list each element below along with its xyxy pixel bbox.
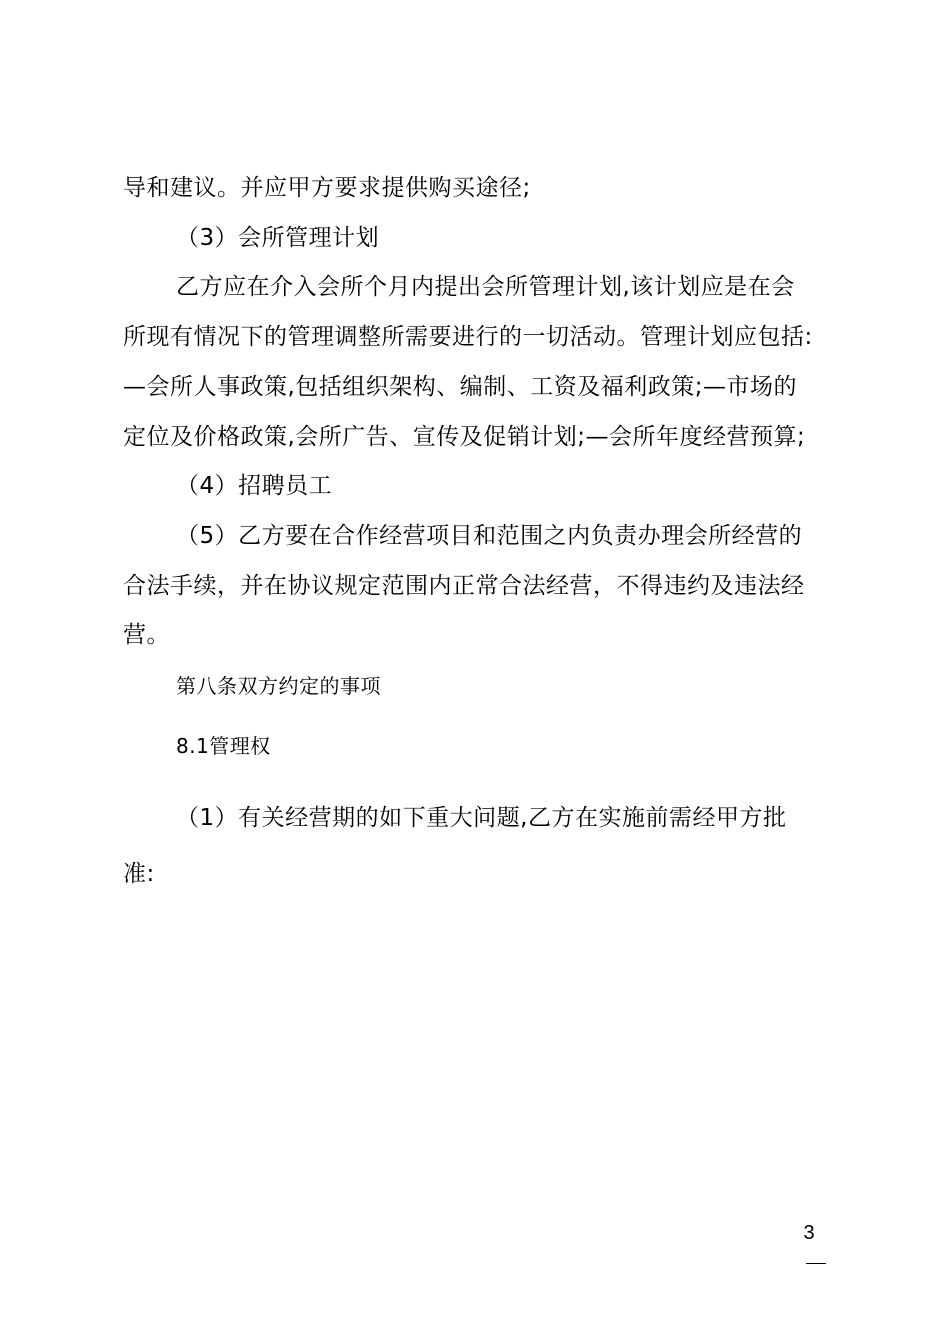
article-heading: 第八条双方约定的事项 bbox=[176, 674, 381, 698]
text-line: （5）乙方要在合作经营项目和范围之内负责办理会所经营的 bbox=[176, 523, 803, 549]
text-line: —会所人事政策,包括组织架构、编制、工资及福利政策;—市场的 bbox=[123, 374, 798, 400]
clause-heading: 8.1管理权 bbox=[176, 734, 271, 758]
text-line: 营。 bbox=[123, 622, 170, 648]
page-number-rule bbox=[806, 1263, 826, 1264]
text-line: 准: bbox=[123, 861, 155, 887]
text-line: （1）有关经营期的如下重大问题,乙方在实施前需经甲方批 bbox=[176, 805, 787, 831]
page-number: 3 bbox=[803, 1222, 815, 1244]
text-line: 定位及价格政策,会所广告、宣传及促销计划;—会所年度经营预算; bbox=[123, 424, 806, 450]
text-line: 合法手续，并在协议规定范围内正常合法经营，不得违约及违法经 bbox=[123, 573, 805, 599]
section-heading: （3）会所管理计划 bbox=[176, 225, 380, 251]
text-line: 乙方应在介入会所个月内提出会所管理计划,该计划应是在会 bbox=[176, 274, 795, 300]
text-line: 所现有情况下的管理调整所需要进行的一切活动。管理计划应包括: bbox=[123, 324, 813, 350]
section-heading: （4）招聘员工 bbox=[176, 473, 333, 499]
text-line: 导和建议。并应甲方要求提供购买途径; bbox=[123, 175, 531, 201]
